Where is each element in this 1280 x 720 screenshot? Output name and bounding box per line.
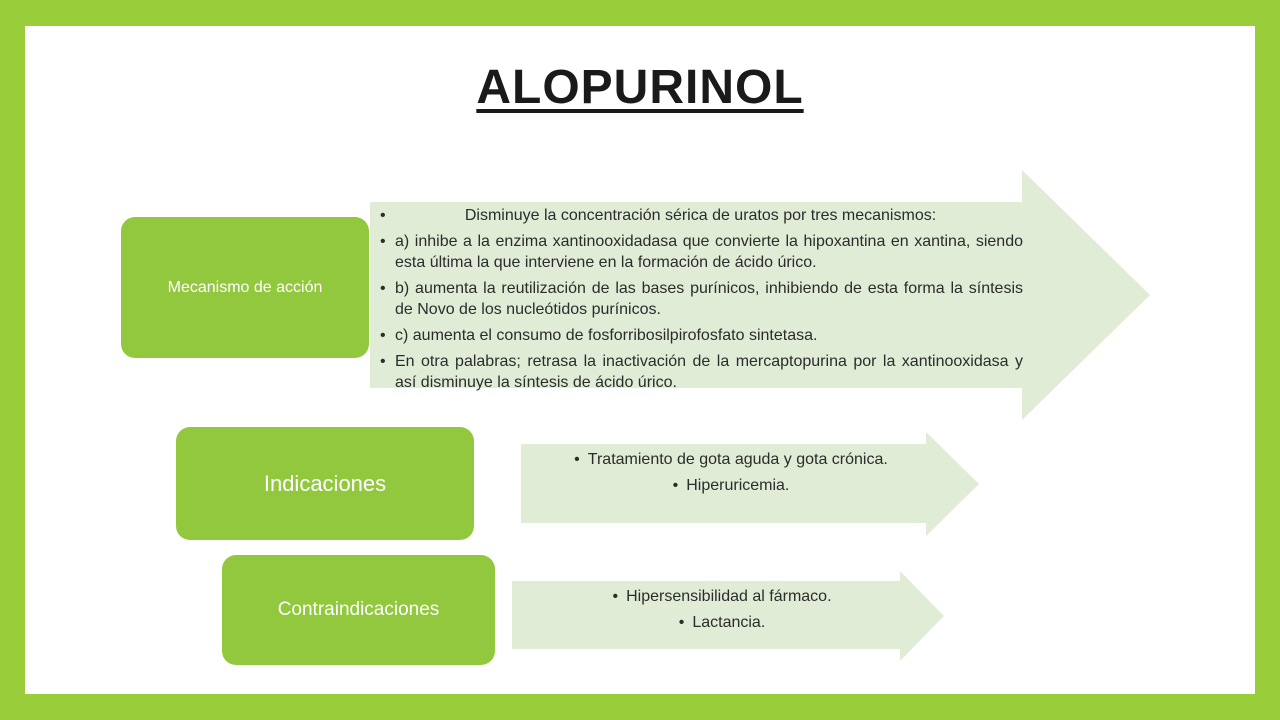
mechanism-list — [378, 205, 1023, 398]
slide-title: ALOPURINOL — [476, 61, 804, 114]
contraindications-list — [512, 586, 932, 638]
mechanism-item: • a) inhibe a la enzima xantinooxidadasa que convierte la hipoxantina en xantina, siendo esta última la que interviene en la formación de ácido úrico. — [378, 231, 1023, 273]
indications-list — [521, 449, 941, 501]
indications-label: Indicaciones — [263, 470, 387, 496]
indications-item: • Tratamiento de gota aguda y gota crónica. — [521, 449, 941, 470]
mechanism-item: • En otra palabras; retrasa la inactivación de la mercaptopurina por la xantinooxidasa y así disminuye la síntesis de ácido úrico. — [378, 351, 1023, 393]
contraindications-item: • Hipersensibilidad al fármaco. — [512, 586, 932, 607]
mechanism-item: • c) aumenta el consumo de fosforribosilpirofosfato sintetasa. — [378, 325, 1023, 346]
indications-item: • Hiperuricemia. — [521, 475, 941, 496]
mechanism-label: Mecanismo de acción — [167, 278, 323, 296]
contraindications-label-box — [222, 555, 495, 665]
mechanism-item: • Disminuye la concentración sérica de uratos por tres mecanismos: — [378, 205, 1023, 226]
mechanism-item: • b) aumenta la reutilización de las bases purínicos, inhibiendo de esta forma la síntesis de Novo de los nucleótidos purínicos. — [378, 278, 1023, 320]
contraindications-item: • Lactancia. — [512, 612, 932, 633]
indications-label-box — [176, 427, 474, 540]
contraindications-label: Contraindicaciones — [277, 599, 440, 620]
mechanism-label-box — [121, 217, 369, 358]
